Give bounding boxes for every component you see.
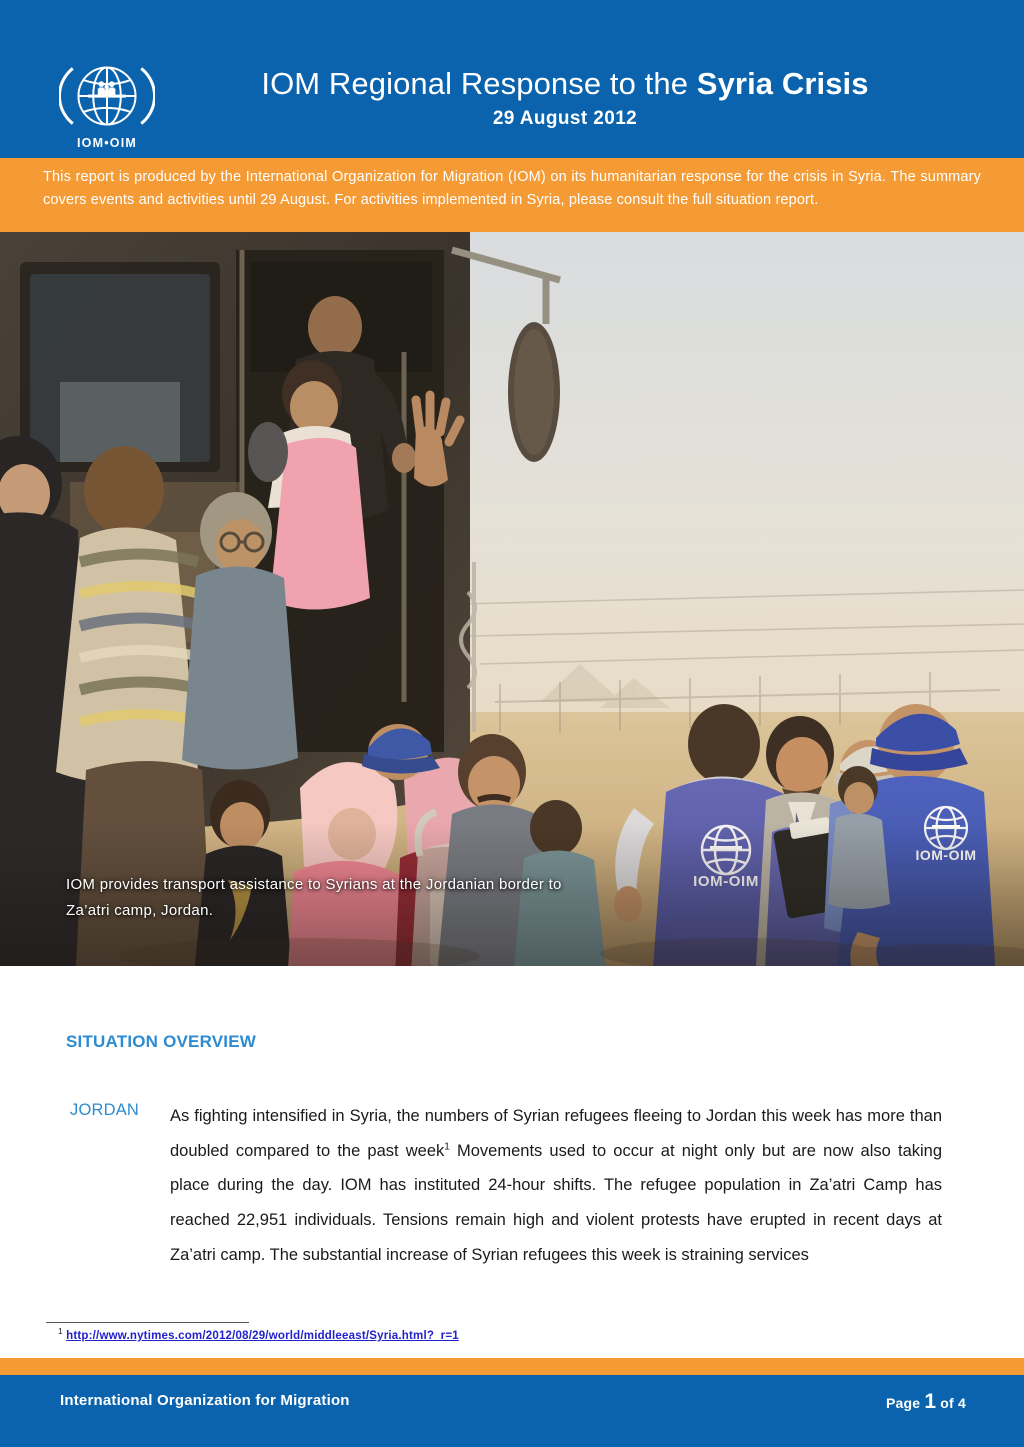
intro-banner-text: This report is produced by the International Organization for Migration (IOM) on its humanitarian response for the crisis in Syria. The summary covers events and activities until 29 August. For activities implemented in Syria, please consult the full situation report. bbox=[43, 169, 981, 209]
footnote-separator bbox=[46, 1322, 249, 1323]
page-footer bbox=[0, 1375, 1024, 1447]
hero-photo-image bbox=[0, 232, 1024, 966]
intro-banner bbox=[0, 158, 1024, 232]
section-heading-situation-overview: SITUATION OVERVIEW bbox=[66, 1032, 256, 1051]
footnote-link[interactable]: http://www.nytimes.com/2012/08/29/world/middleeast/Syria.html?_r=1 bbox=[66, 1330, 459, 1342]
footer-page-number: 1 bbox=[924, 1390, 937, 1413]
footer-page-suffix: of 4 bbox=[936, 1395, 966, 1411]
footnote-number: 1 bbox=[58, 1326, 63, 1337]
photo-caption: IOM provides transport assistance to Syrians at the Jordanian border to Za’atri camp, Jordan. bbox=[66, 875, 562, 919]
page-header bbox=[0, 0, 1024, 158]
page-title bbox=[170, 66, 960, 130]
footnote-marker-inline: 1 bbox=[444, 1141, 450, 1153]
situation-overview-paragraph bbox=[170, 1099, 942, 1272]
paragraph-text-part1: As fighting intensified in Syria, the numbers of Syrian refugees fleeing to Jordan this week has more than doubled compared to the past week bbox=[170, 1107, 942, 1160]
report-title bbox=[170, 66, 960, 102]
footnote bbox=[58, 1326, 459, 1342]
iom-logo-wordmark: IOM•OIM bbox=[77, 136, 137, 150]
footer-accent-bar bbox=[0, 1358, 1024, 1375]
hero-photo bbox=[0, 232, 1024, 966]
iom-globe-logo-icon bbox=[59, 57, 155, 135]
footer-page-prefix: Page bbox=[885, 1395, 925, 1411]
footer-organization: International Organization for Migration bbox=[60, 1392, 350, 1409]
report-title-prefix: IOM Regional Response to the bbox=[261, 66, 697, 101]
iom-logo bbox=[52, 57, 162, 153]
paragraph-text-part2: Movements used to occur at night only but are now also taking place during the day. IOM has instituted 24-hour shifts. The refugee population in Za’atri Camp has reached 22,951 individuals. Tensions remain high and violent protests have erupted in recent days at Za’atri camp. The substantial increase of Syrian refugees this week is straining services bbox=[170, 1141, 943, 1264]
country-label-jordan: JORDAN bbox=[70, 1101, 140, 1119]
footer-page-indicator bbox=[886, 1390, 966, 1414]
report-date: 29 August 2012 bbox=[492, 107, 638, 129]
report-title-emphasis: Syria Crisis bbox=[696, 66, 869, 101]
